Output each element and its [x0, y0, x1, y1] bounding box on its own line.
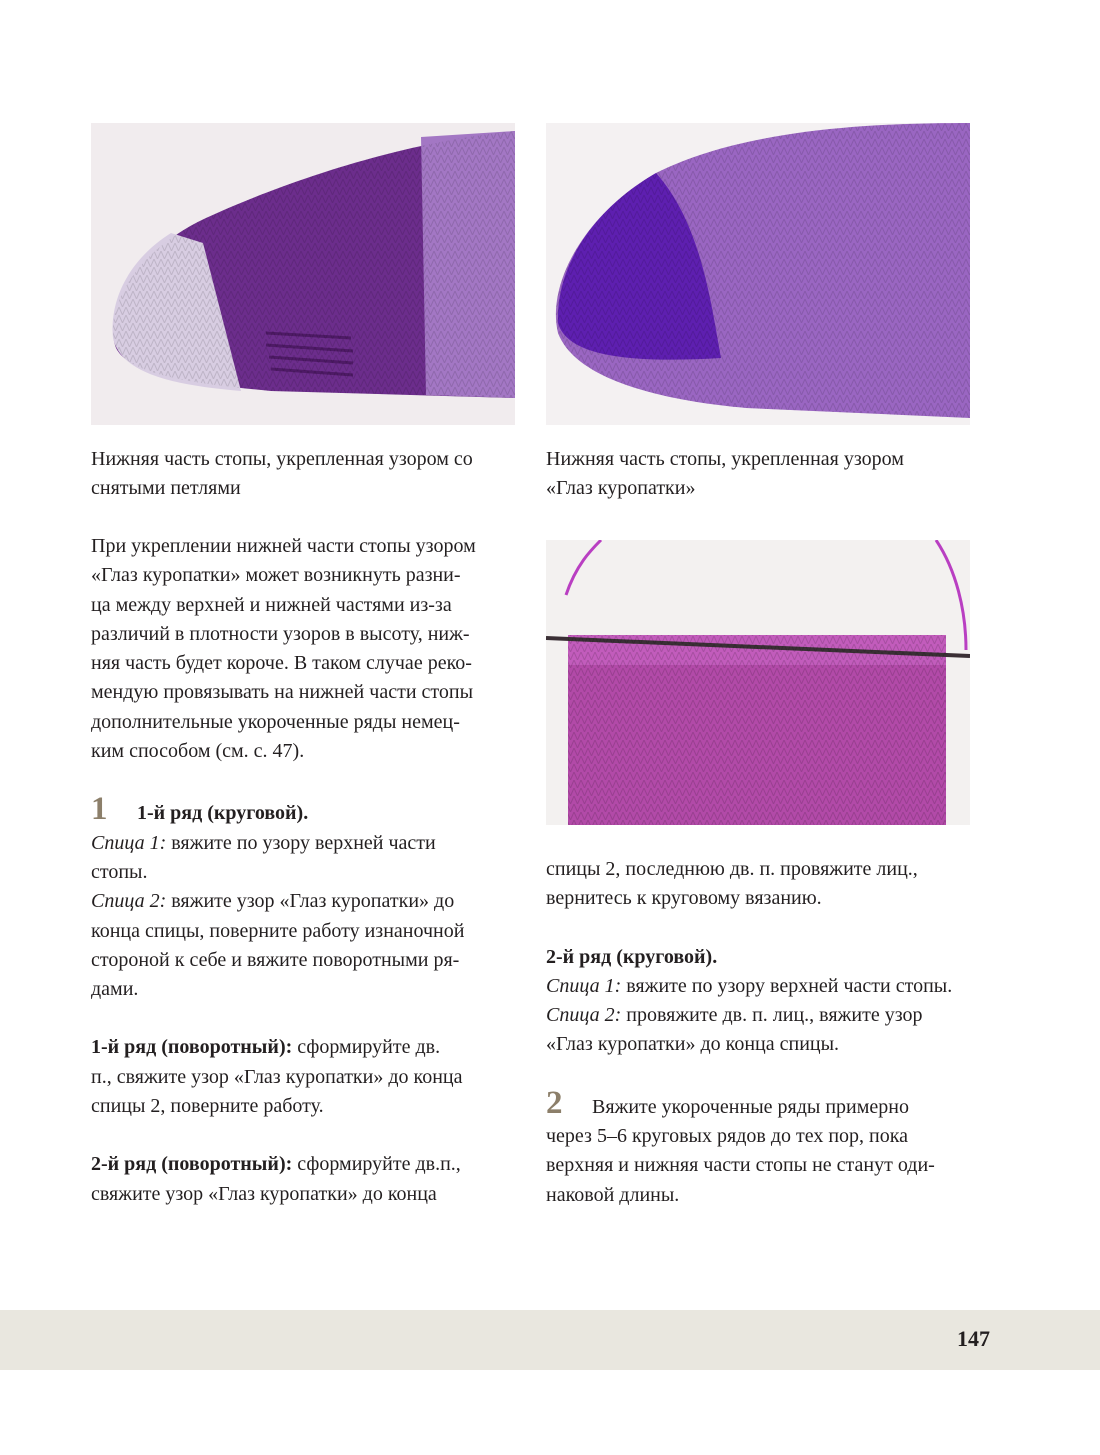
- step-1-title: 1-й ряд (круговой).: [137, 802, 309, 825]
- text-line: «Глаз куропатки» до конца спицы.: [546, 1033, 840, 1056]
- intro-line: мендую провязывать на нижней части стопы: [91, 681, 474, 704]
- text-line: свяжите узор «Глаз куропатки» до конца: [91, 1182, 437, 1205]
- text-line: спицы 2, поверните работу.: [91, 1095, 324, 1118]
- step-2-line: [546, 1084, 952, 1122]
- caption-line: Нижняя часть стопы, укрепленная узором: [546, 448, 904, 470]
- needle-1-line: [546, 972, 952, 1001]
- caption-line: «Глаз куропатки»: [546, 477, 696, 500]
- photo-sock-partridge-eye: [546, 123, 970, 425]
- caption-line: снятыми петлями: [91, 477, 241, 500]
- row-1-turning-label: 1-й ряд (поворотный):: [91, 1036, 293, 1059]
- caption-right: [546, 445, 904, 504]
- needle-1-line: [91, 829, 476, 858]
- right-column: [546, 855, 952, 1210]
- row-2-round-heading: 2-й ряд (круговой).: [546, 945, 718, 968]
- intro-line: «Глаз куропатки» может возникнуть разни-: [91, 564, 461, 587]
- text-line: спицы 2, последнюю дв. п. провяжите лиц.,: [546, 858, 918, 880]
- needle-2-label: Спица 2:: [546, 1004, 622, 1027]
- row-1-turning-line: [91, 1033, 476, 1062]
- needle-2-text: провяжите дв. п. лиц., вяжите узор: [621, 1004, 923, 1027]
- needle-2-line: [91, 887, 476, 916]
- page-number: 147: [957, 1326, 990, 1351]
- photo-sock-slipped-stitch: [91, 123, 515, 425]
- row-2-turning-line: [91, 1150, 476, 1179]
- step-number: 1: [91, 791, 108, 828]
- text-line: через 5–6 круговых рядов до тех пор, пока: [546, 1125, 909, 1148]
- intro-line: При укреплении нижней части стопы узором: [91, 535, 476, 557]
- intro-line: дополнительные укороченные ряды немец-: [91, 710, 460, 733]
- footer-band: [0, 1310, 1100, 1370]
- text-line: верхняя и нижняя части стопы не станут оди-: [546, 1154, 935, 1177]
- text-line: п., свяжите узор «Глаз куропатки» до конца: [91, 1065, 463, 1088]
- needle-1-label: Спица 1:: [546, 974, 622, 997]
- needle-1-label: Спица 1:: [91, 831, 167, 854]
- text-line: наковой длины.: [546, 1183, 680, 1206]
- text-line: дами.: [91, 978, 139, 1001]
- needle-2-text: вяжите узор «Глаз куропатки» до: [166, 890, 455, 913]
- intro-line: ким способом (см. с. 47).: [91, 740, 305, 763]
- photo-knitted-swatch: [546, 540, 970, 825]
- intro-line: ца между верхней и нижней частями из-за: [91, 593, 452, 616]
- row-2-turning-text: сформируйте дв.п.,: [292, 1153, 461, 1176]
- text-line: конца спицы, поверните работу изнаночной: [91, 919, 465, 942]
- row-1-turning-text: сформируйте дв.: [292, 1036, 441, 1059]
- row-2-turning-label: 2-й ряд (поворотный):: [91, 1153, 293, 1176]
- intro-line: различий в плотности узоров в высоту, ниж-: [91, 622, 470, 645]
- caption-line: Нижняя часть стопы, укрепленная узором со: [91, 448, 473, 470]
- needle-1-text: вяжите по узору верхней части стопы.: [621, 974, 953, 997]
- caption-left: [91, 445, 473, 504]
- left-column: [91, 532, 476, 1209]
- text-line: вернитесь к круговому вязанию.: [546, 887, 822, 910]
- text-line: стороной к себе и вяжите поворотными ря-: [91, 948, 460, 971]
- needle-2-line: [546, 1001, 952, 1030]
- step-2-text: Вяжите укороченные ряды примерно: [592, 1095, 909, 1118]
- text-line: стопы.: [91, 860, 148, 883]
- intro-line: няя часть будет короче. В таком случае реко-: [91, 652, 472, 675]
- needle-1-text: вяжите по узору верхней части: [166, 831, 436, 854]
- step-number: 2: [546, 1084, 563, 1121]
- step-1-heading: [91, 791, 476, 828]
- needle-2-label: Спица 2:: [91, 890, 167, 913]
